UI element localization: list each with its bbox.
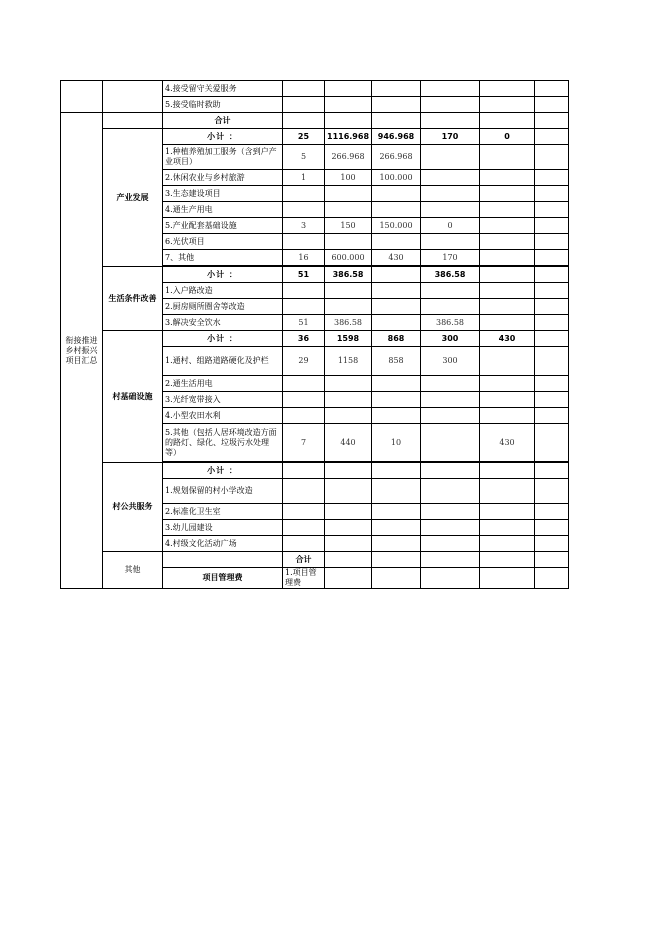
value-cell: 36: [283, 331, 325, 347]
value-cell: 386.58: [325, 315, 372, 331]
item-cell: 3.光纤宽带接入: [163, 392, 283, 408]
value-cell: 51: [283, 267, 325, 283]
value-cell: 300: [421, 347, 480, 376]
value-cell: 946.968: [372, 129, 421, 145]
value-cell: 1158: [325, 347, 372, 376]
value-cell: 170: [421, 129, 480, 145]
item-cell: 4.村级文化活动广场: [163, 536, 283, 552]
value-cell: 386.58: [421, 315, 480, 331]
item-cell: 2.标准化卫生室: [163, 504, 283, 520]
value-cell: 29: [283, 347, 325, 376]
item-cell: 2.通生活用电: [163, 376, 283, 392]
group-label: 生活条件改善: [103, 267, 163, 331]
subtotal-label: 小计 ：: [163, 463, 283, 479]
value-cell: 16: [283, 250, 325, 266]
value-cell: 858: [372, 347, 421, 376]
value-cell: 100: [325, 170, 372, 186]
summary-table: [60, 80, 569, 589]
item-cell: 5.其他（包括人居环境改造方面的路灯、绿化、垃圾污水处理等）: [163, 424, 283, 462]
value-cell: 868: [372, 331, 421, 347]
value-cell: 1: [283, 170, 325, 186]
table-row: [61, 81, 569, 97]
item-cell: 5.接受临时救助: [163, 97, 283, 113]
group-label: 项目管理费: [163, 568, 283, 589]
value-cell: 430: [480, 424, 535, 462]
item-cell: 5.产业配套基础设施: [163, 218, 283, 234]
value-cell: 430: [372, 250, 421, 266]
group-label: 村基础设施: [103, 331, 163, 463]
item-cell: 1.通村、组路道路硬化及护栏: [163, 347, 283, 376]
item-cell: 3.解决安全饮水: [163, 315, 283, 331]
item-cell: 2.厨房厕所圈舍等改造: [163, 299, 283, 315]
item-cell: 1.规划保留的村小学改造: [163, 479, 283, 504]
value-cell: 170: [421, 250, 480, 266]
total-label: 合计: [283, 552, 325, 568]
item-cell: 1.种植养殖加工服务（含到户产业项目）: [163, 145, 283, 170]
item-cell: 1.入户路改造: [163, 283, 283, 299]
item-cell: 6.光伏项目: [163, 234, 283, 250]
item-cell: 4.接受留守关爱服务: [163, 81, 283, 97]
value-cell: 266.968: [325, 145, 372, 170]
value-cell: 1598: [325, 331, 372, 347]
item-cell: 4.通生产用电: [163, 202, 283, 218]
item-cell: 3.生态建设项目: [163, 186, 283, 202]
value-cell: 386.58: [325, 267, 372, 283]
section-label: 其他: [103, 552, 163, 589]
value-cell: 10: [372, 424, 421, 462]
blank-cell: [61, 81, 103, 113]
item-cell: 1.项目管理费: [283, 568, 325, 589]
item-cell: 2.休闲农业与乡村旅游: [163, 170, 283, 186]
value-cell: 300: [421, 331, 480, 347]
item-cell: 7、其他: [163, 250, 283, 266]
item-cell: 3.幼儿园建设: [163, 520, 283, 536]
section-label: 衔接推进乡村振兴项目汇总: [61, 113, 103, 589]
value-cell: 25: [283, 129, 325, 145]
value-cell: 3: [283, 218, 325, 234]
value-cell: 100.000: [372, 170, 421, 186]
value-cell: 440: [325, 424, 372, 462]
value-cell: 386.58: [421, 267, 480, 283]
group-label: 产业发展: [103, 129, 163, 267]
value-cell: 5: [283, 145, 325, 170]
table-row: [61, 463, 569, 479]
total-label: 合计: [163, 113, 283, 129]
value-cell: 150: [325, 218, 372, 234]
subtotal-label: 小计 ：: [163, 129, 283, 145]
subtotal-label: 小计 ：: [163, 267, 283, 283]
subtotal-label: 小计 ：: [163, 331, 283, 347]
group-label: 村公共服务: [103, 463, 163, 552]
value-cell: 1116.968: [325, 129, 372, 145]
value-cell: 51: [283, 315, 325, 331]
table-row: [61, 331, 569, 347]
table-row: [61, 552, 569, 568]
item-cell: 4.小型农田水利: [163, 408, 283, 424]
value-cell: 0: [480, 129, 535, 145]
table-row: [61, 267, 569, 283]
value-cell: 600.000: [325, 250, 372, 266]
table-row: [61, 113, 569, 129]
value-cell: 7: [283, 424, 325, 462]
value-cell: 150.000: [372, 218, 421, 234]
value-cell: 0: [421, 218, 480, 234]
blank-cell: [103, 81, 163, 113]
value-cell: 430: [480, 331, 535, 347]
table-row: [61, 129, 569, 145]
value-cell: 266.968: [372, 145, 421, 170]
